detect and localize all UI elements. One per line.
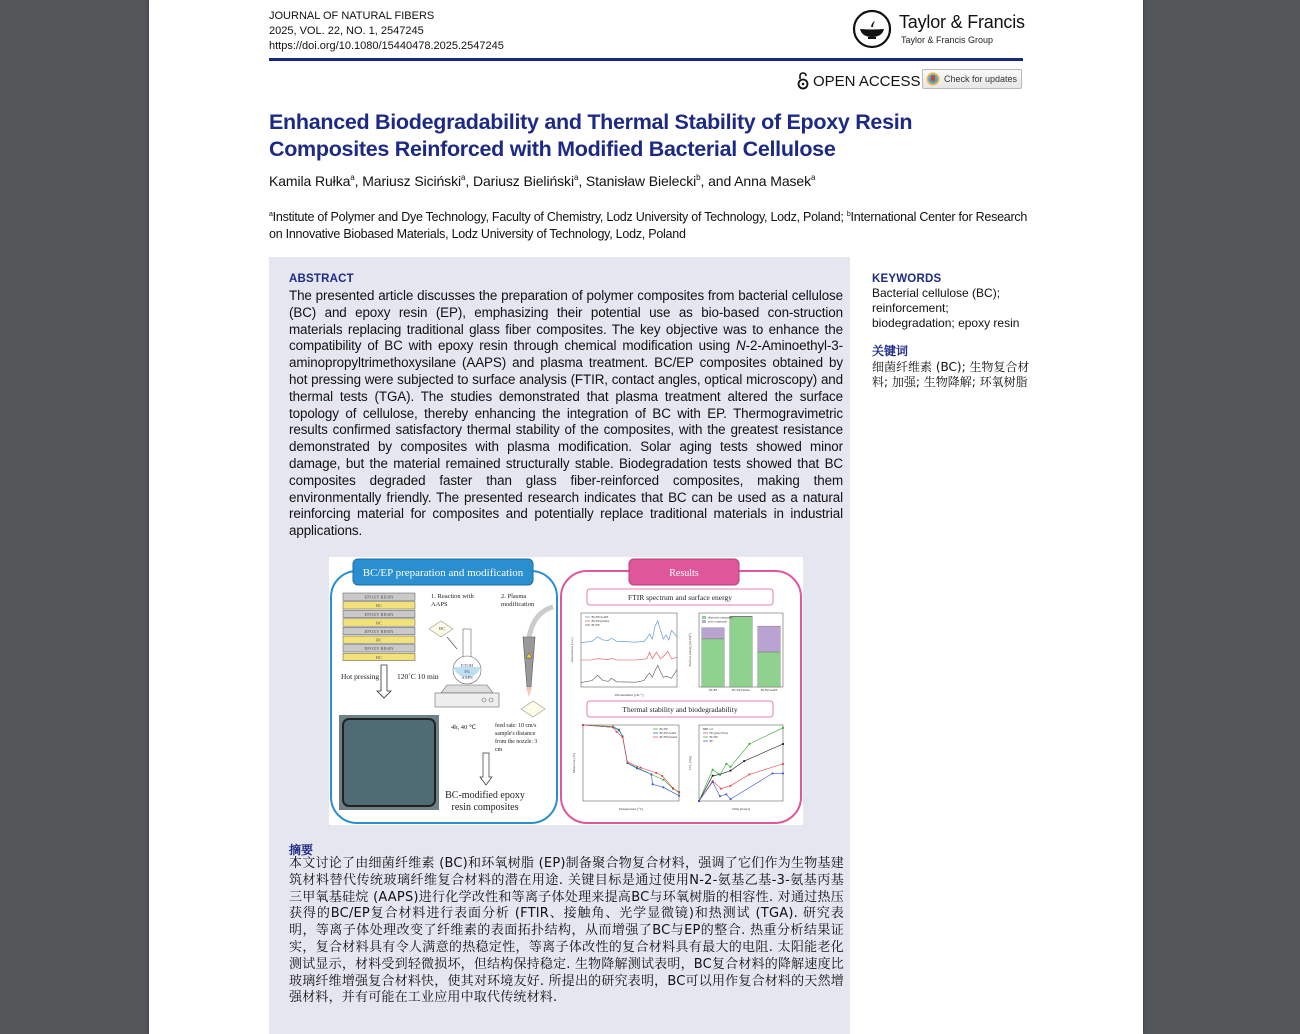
legend-label: EP (glass fiber)	[709, 731, 729, 736]
graphical-abstract	[329, 557, 803, 825]
volume-line: 2025, VOL. 22, NO. 1, 2547245	[269, 25, 424, 37]
data-point	[749, 774, 751, 776]
keywords-heading: KEYWORDS	[872, 273, 942, 285]
data-point	[612, 726, 614, 728]
section1-title: FTIR spectrum and surface energy	[628, 593, 732, 602]
plasma-parameter-line: sample's distance	[495, 731, 536, 737]
author-list	[269, 173, 815, 189]
title-line-1: Enhanced Biodegradability and Thermal Stability of Epoxy Resin	[269, 110, 913, 134]
y-axis-label: CO₂ [mg]	[688, 756, 692, 770]
bar-segment	[702, 628, 724, 639]
data-point	[663, 786, 665, 788]
affiliation-mark: a	[350, 173, 355, 182]
bar-segment	[758, 652, 780, 687]
chinese-abstract-text: 本文讨论了由细菌纤维素 (BC)和环氧树脂 (EP)制备聚合物复合材料，强调了它们作为生物基建筑材料替代传统玻璃纤维复合材料的潜在用途. 关键目标是通过使用N-2-氨基乙基-3-氨基丙基三甲氧基硅烷 (AAPS)进行化学改性和等离子体处理来提高BC与环氧树脂的相容性. 对通过热压获得的BC/EP复合材料进行表面分析 (FTIR、接触角、光学显微镜)和热测试 (TGA). 研究表明，等离子体处理改变了纤维素的表面拓扑结构，从而增强了BC与EP的整合. 热重分析结果证实，复合材料具有令人满意的热稳定性，等离子体改性的复合材料具有最大的电阻. 太阳能老化测试显示，材料受到轻微损坏，但结构保持稳定. 生物降解测试表明，BC复合材料的降解速度比玻璃纤维增强复合材料快，使其对环境友好. 所提出的研究表明，BC可以用作复合材料的天然增强材料，并有可能在工业应用中取代传统材料.	[289, 856, 844, 1006]
sample-sheet-icon	[521, 701, 545, 717]
left-panel-title: BC/EP preparation and modification	[362, 567, 524, 579]
x-axis-label: Time [hours]	[731, 807, 751, 811]
affiliation-mark: a	[811, 173, 816, 182]
data-point	[730, 785, 732, 787]
data-point	[743, 760, 745, 762]
title-line-2: Composites Reinforced with Modified Bacterial Cellulose	[269, 137, 836, 161]
abstract-text-italic: N	[736, 338, 746, 354]
abstract-text-part: The presented article discusses the preparation of polymer composites from bacterial cellulose (BC) and epoxy resin (EP), emphasizing their potential use as bio-based con-struction materials replacing traditional glass fiber composites. The key objective was to enhance the compatibility of BC with epoxy resin through chemical modification using	[289, 288, 843, 354]
step1-conditions: 4h, 40 ℃	[451, 724, 477, 731]
flask-label: 3%	[464, 669, 470, 674]
chinese-keywords-text: 细菌纤维素 (BC); 生物复合材料; 加强; 生物降解; 环氧树脂	[872, 360, 1030, 389]
y-axis-label: Surface energy [mJ/m²]	[688, 633, 692, 667]
data-point	[622, 736, 624, 738]
chart-2	[572, 724, 680, 811]
author[interactable]: Anna Masek	[734, 173, 811, 189]
data-point	[698, 800, 700, 802]
legend-label: dispersive component	[708, 616, 733, 620]
legend-label: polar component	[708, 620, 727, 624]
bar-segment	[758, 626, 780, 652]
result-label: resin composites	[451, 802, 519, 813]
pdf-page	[149, 0, 1143, 1034]
open-lock-icon	[797, 72, 809, 90]
data-point	[678, 792, 680, 794]
publisher-group: Taylor & Francis Group	[901, 35, 994, 45]
abstract-box	[269, 257, 850, 1034]
plasma-parameters	[495, 722, 537, 753]
keywords-section	[872, 273, 1032, 390]
hot-plate-top	[441, 685, 493, 693]
plasma-hose	[529, 607, 553, 637]
open-access-label: OPEN ACCESS	[813, 72, 921, 90]
legend-label: ref	[709, 727, 713, 732]
bc-sheet-label: BC	[439, 626, 446, 631]
data-point	[712, 769, 714, 771]
y-axis-label: Absorbance [a.u.]	[570, 637, 574, 663]
data-point	[725, 793, 727, 795]
hot-plate-icon	[435, 693, 499, 707]
data-point	[782, 743, 784, 745]
data-point	[616, 731, 618, 733]
journal-name: JOURNAL OF NATURAL FIBERS	[269, 10, 435, 22]
data-point	[712, 781, 714, 783]
data-point	[782, 773, 784, 775]
data-point	[730, 770, 732, 772]
data-point	[651, 774, 653, 776]
separator: ,	[465, 173, 473, 189]
section2-title: Thermal stability and biodegradability	[622, 705, 738, 714]
journal-info	[269, 9, 504, 54]
legend-label: BC/EP/AAPS	[591, 615, 609, 620]
crossmark-icon	[926, 72, 940, 86]
legend-label: BC/EP	[709, 735, 718, 740]
separator: ,	[578, 173, 586, 189]
result-label: BC-modified epoxy	[445, 790, 525, 801]
legend-label: BC	[709, 739, 714, 744]
publisher-name: Taylor & Francis	[899, 12, 1025, 32]
abstract-text-part: -2-Aminoethyl-3-aminopropyltrimethoxysilane (AAPS) and plasma treatment. BC/EP composites obtained by hot pressing were subjected to surface analysis (FTIR, contact angles, optical microscopy) and thermal tests (TGA). The studies demonstrated that plasma treatment altered the surface topology of cellulose, thereby enhancing the integration of BC with EP. Thermogravimetric results confirmed satisfactory thermal stability of the composites, with the greatest resistance demonstrated by composites with plasma modification. Solar aging tests showed minor damage, but the material remained structurally stable. Biodegradation tests showed that BC composites degraded faster than glass fiber-reinforced composites, making them environmentally friendly. The presented research indicates that BC can be used as a natural reinforcing material for composites and potentially replace traditional materials in industrial applications.	[289, 338, 843, 539]
data-point	[636, 767, 638, 769]
chart-3	[688, 725, 784, 811]
step2-label: modification	[501, 601, 535, 608]
data-point	[730, 766, 732, 768]
arrow-icon	[447, 637, 457, 649]
affiliation-text: International Center for Research on Innovative Biobased Materials, Lodz University of Technology, Lodz, Poland	[269, 210, 1028, 241]
data-point	[720, 788, 722, 790]
graphical-abstract-svg	[329, 557, 803, 825]
down-arrow-icon	[480, 753, 492, 785]
data-point	[782, 727, 784, 729]
legend-label: BC/EP	[591, 623, 600, 628]
data-point	[661, 775, 663, 777]
hot-pressing-conditions: 120˚C 10 min	[397, 672, 439, 681]
chinese-keywords-heading: 关键词	[872, 344, 909, 358]
data-point	[618, 729, 620, 731]
legend-swatch	[702, 616, 706, 619]
affiliations	[269, 206, 1029, 243]
author[interactable]: Kamila Rułka	[269, 173, 351, 189]
affiliation-mark: a	[461, 173, 466, 182]
affiliation-mark: b	[696, 173, 701, 182]
author[interactable]: Mariusz Siciński	[362, 173, 461, 189]
y-axis-label: Mass loss [%]	[572, 753, 576, 773]
abstract-text	[289, 288, 843, 540]
affiliation-mark: a	[573, 173, 579, 182]
abstract-heading: ABSTRACT	[289, 273, 354, 285]
flask-label: ETOH	[461, 663, 473, 668]
step1-label: AAPS	[431, 601, 448, 608]
bar-segment	[702, 639, 724, 687]
x-tick-label: BC/EP	[708, 688, 718, 692]
data-point	[640, 767, 642, 769]
composite-sample	[343, 719, 435, 806]
layer-label: BC	[375, 637, 383, 643]
header-rule	[269, 58, 1023, 61]
data-point	[712, 775, 714, 777]
data-point	[627, 761, 629, 763]
data-point	[719, 795, 721, 797]
layer-label: EPOXY RESIN	[364, 629, 394, 634]
data-point	[719, 774, 721, 776]
check-for-updates-button[interactable]	[922, 69, 1022, 89]
layer-label: EPOXY RESIN	[364, 646, 394, 652]
data-point	[730, 798, 732, 800]
separator: , and	[700, 173, 735, 189]
legend-label: BC/EP/plasma	[591, 619, 610, 624]
data-point	[772, 773, 774, 775]
author[interactable]: Dariusz Bieliński	[472, 173, 574, 189]
data-point	[725, 763, 727, 765]
step1-label: 1. Reaction with	[431, 593, 474, 600]
layer-label: EPOXY RESIN	[364, 594, 394, 600]
affiliation-mark: a	[269, 211, 273, 218]
layer-label: BC	[375, 603, 383, 609]
chart-0	[570, 613, 677, 697]
chart-1	[688, 613, 783, 692]
author[interactable]: Stanisław Bielecki	[585, 173, 697, 189]
separator: ,	[354, 173, 363, 189]
layer-stack	[343, 593, 415, 661]
article-title	[269, 109, 1029, 163]
data-point	[655, 772, 657, 774]
x-tick-label: BC/EP/plasma	[732, 688, 750, 692]
hot-pressing-label: Hot pressing	[341, 672, 380, 681]
plasma-parameter-line: cm	[495, 747, 503, 753]
data-point	[782, 763, 784, 765]
data-point	[672, 787, 674, 789]
flask-label: AAPS	[461, 675, 473, 680]
data-point	[749, 743, 751, 745]
publisher-logo	[852, 9, 1027, 51]
layer-label: BC	[375, 654, 383, 660]
down-arrow-icon	[377, 665, 391, 698]
affiliation-text: Institute of Polymer and Dye Technology, Faculty of Chemistry, Lodz University of Technology, Lodz, Poland;	[272, 210, 847, 224]
check-updates-label: Check for updates	[944, 74, 1018, 84]
data-point	[678, 795, 680, 797]
legend-label: BC/EP/AAPS	[659, 731, 677, 736]
x-tick-label: BC/EP/AAPS	[760, 688, 778, 692]
plasma-torch-icon	[523, 637, 535, 687]
data-point	[582, 724, 584, 726]
x-axis-label: Wavenumber [cm⁻¹]	[614, 693, 644, 697]
open-access-badge	[797, 72, 921, 90]
legend-label: BC/EP/plasma	[659, 735, 678, 740]
plasma-parameter-line: feed rate: 10 cm/s	[495, 723, 537, 729]
chinese-abstract-heading: 摘要	[289, 843, 314, 857]
x-axis-label: Temperature [°C]	[618, 807, 644, 811]
right-panel-title: Results	[669, 568, 699, 579]
keywords-text: Bacterial cellulose (BC); reinforcement; biodegradation; epoxy resin	[872, 286, 1020, 330]
flask-neck	[463, 629, 471, 659]
layer-label: EPOXY RESIN	[364, 611, 394, 617]
data-point	[652, 783, 654, 785]
layer-label: BC	[375, 620, 383, 626]
taylor-francis-lamp-icon	[852, 9, 892, 49]
step2-label: 2. Plasma	[501, 593, 527, 600]
bar-segment	[730, 617, 752, 687]
affiliation-mark: b	[846, 211, 851, 218]
doi-link[interactable]: https://doi.org/10.1080/15440478.2025.2547245	[269, 40, 504, 52]
plasma-nozzle	[526, 687, 532, 697]
plasma-parameter-line: from the nozzle: 3	[495, 739, 538, 745]
legend-label: BC/EP	[659, 727, 668, 732]
data-point	[663, 779, 665, 781]
legend-swatch	[702, 620, 706, 623]
